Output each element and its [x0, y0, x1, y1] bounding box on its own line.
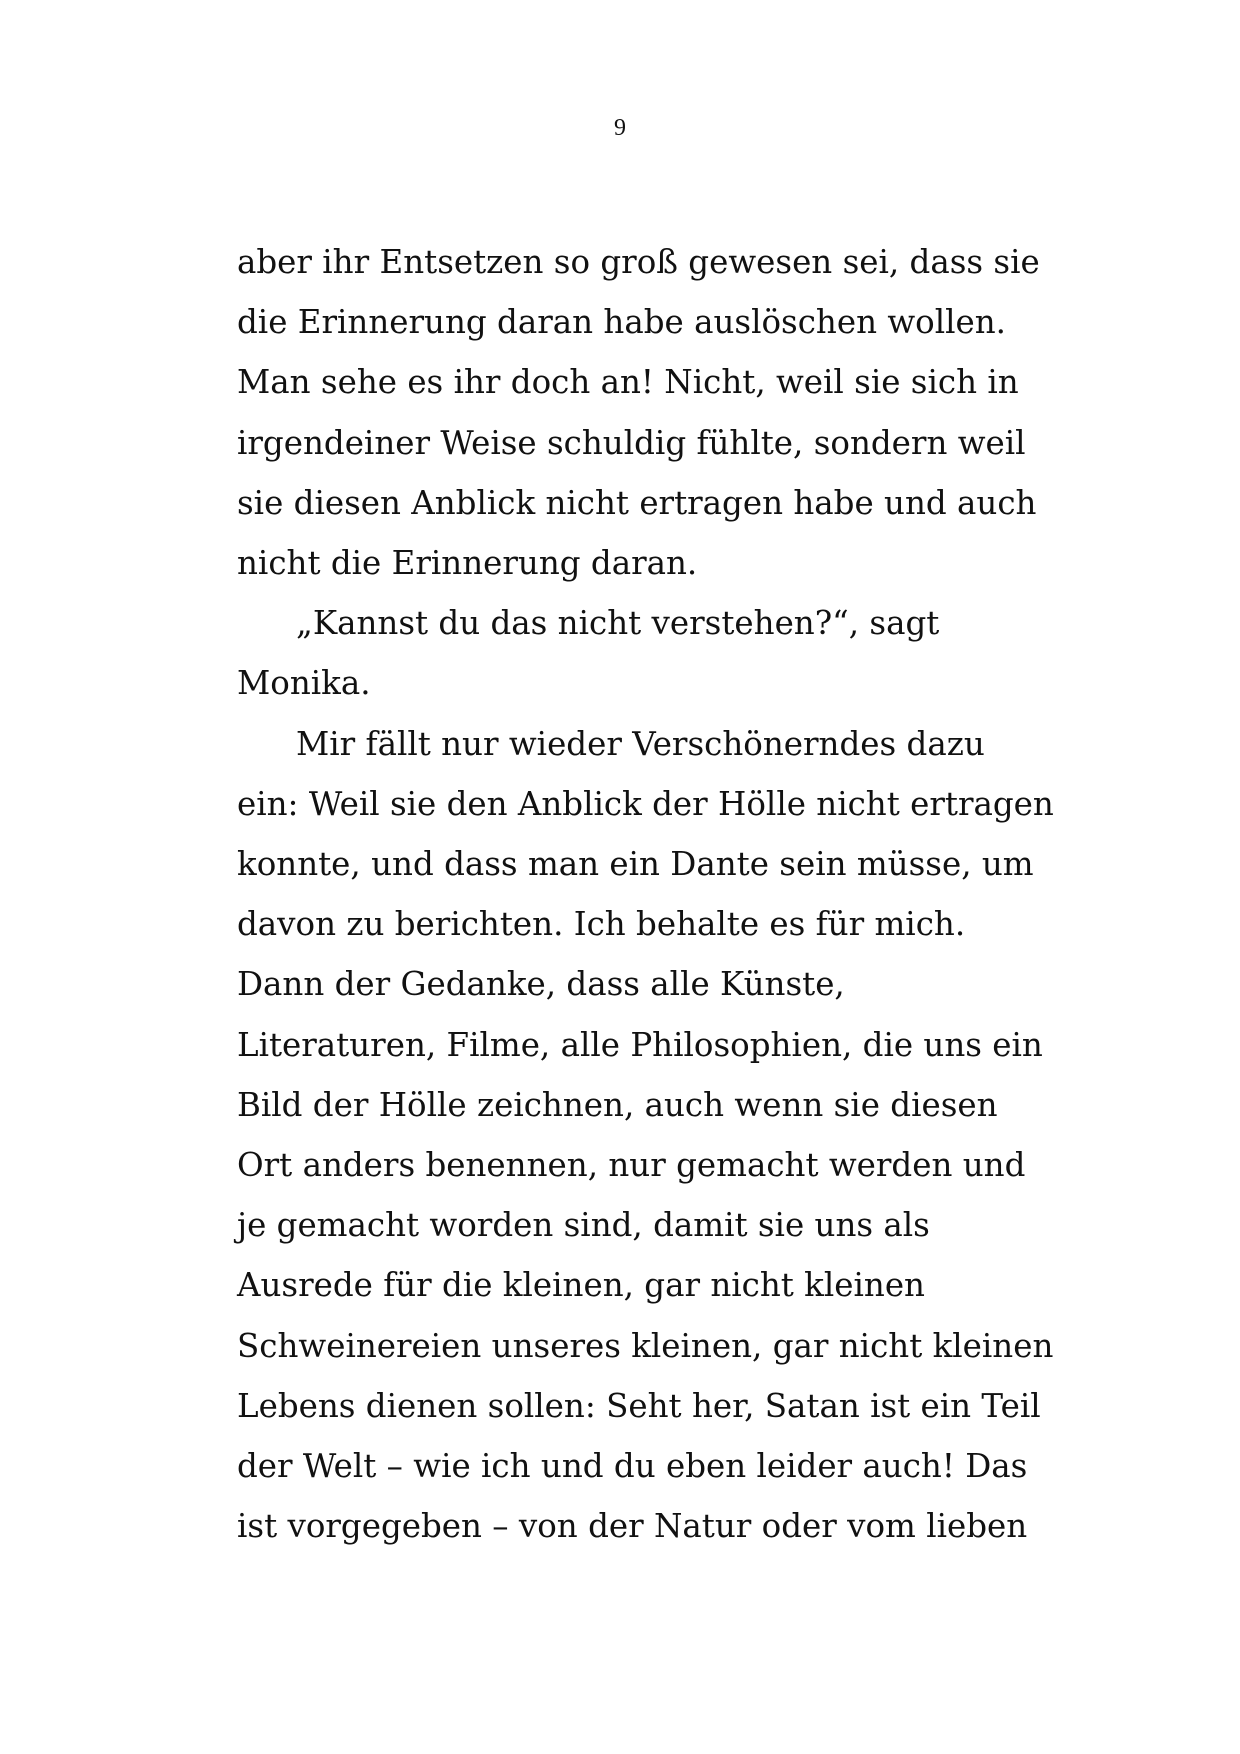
text-line: nicht die Erinnerung daran. [237, 544, 698, 583]
text-line: irgendeiner Weise schuldig fühlte, sondern weil [237, 423, 1026, 462]
text-line: davon zu berichten. Ich behalte es für mich. [237, 905, 966, 944]
text-line: Literaturen, Filme, alle Philosophien, die uns ein [237, 1025, 1043, 1064]
text-line: sie diesen Anblick nicht ertragen habe und auch [237, 483, 1037, 522]
text-line: Lebens dienen sollen: Seht her, Satan ist ein Teil [237, 1386, 1041, 1425]
text-line-paragraph-start: Mir fällt nur wieder Verschönerndes dazu [296, 724, 985, 763]
text-line: Schweinereien unseres kleinen, gar nicht kleinen [237, 1326, 1054, 1365]
text-line: Dann der Gedanke, dass alle Künste, [237, 965, 845, 1004]
text-line: Monika. [237, 664, 371, 703]
text-line: konnte, und dass man ein Dante sein müsse, um [237, 845, 1034, 884]
text-line: der Welt – wie ich und du eben leider auch! Das [237, 1447, 1028, 1486]
text-line: aber ihr Entsetzen so groß gewesen sei, dass sie [237, 243, 1040, 281]
text-line: Man sehe es ihr doch an! Nicht, weil sie sich in [237, 363, 1019, 402]
text-line: Ausrede für die kleinen, gar nicht kleinen [237, 1266, 925, 1305]
body-text [237, 232, 1054, 1556]
text-line: ein: Weil sie den Anblick der Hölle nicht ertragen [237, 784, 1054, 823]
page-number: 9 [614, 115, 626, 141]
text-line: je gemacht worden sind, damit sie uns als [237, 1206, 930, 1245]
text-line: Ort anders benennen, nur gemacht werden und [237, 1146, 1026, 1185]
text-line: Bild der Hölle zeichnen, auch wenn sie diesen [237, 1085, 998, 1124]
text-line: ist vorgegeben – von der Natur oder vom lieben [237, 1507, 1028, 1546]
text-line-paragraph-start: „Kannst du das nicht verstehen?“, sagt [296, 604, 940, 643]
text-line: die Erinnerung daran habe auslöschen wollen. [237, 303, 1007, 342]
